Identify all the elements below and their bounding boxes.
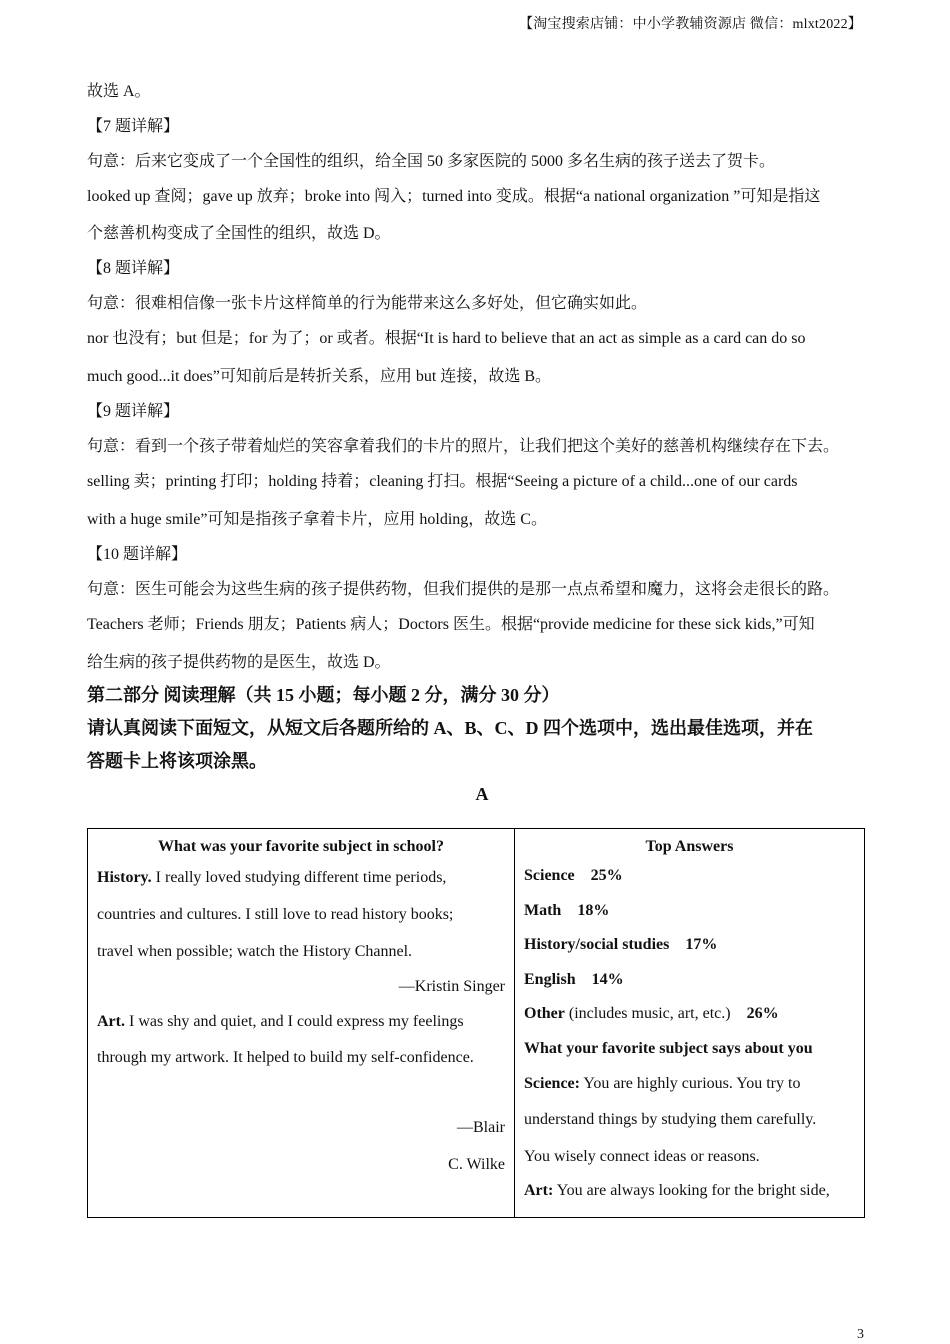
survey-table — [87, 828, 865, 1218]
question-7-meaning: 句意：后来它变成了一个全国性的组织，给全国 50 多家医院的 5000 多名生病的孩子送去了贺卡。 — [87, 153, 776, 170]
question-7-options: looked up 查阅；gave up 放弃；broke into 闯入；turned into 变成。根据“a national organization ”可知是指这 — [87, 188, 821, 205]
history-author: —Kristin Singer — [398, 978, 505, 995]
science-says: Science: You are highly curious. You try to — [524, 1075, 801, 1092]
answer-percent: 26% — [746, 1005, 779, 1022]
question-10-conclusion: 给生病的孩子提供药物的是医生，故选 D。 — [87, 654, 391, 671]
says-title: What your favorite subject says about you — [524, 1039, 813, 1057]
page-number: 3 — [857, 1327, 864, 1342]
science-says-label: Science: — [524, 1075, 580, 1092]
answers-column-header: Top Answers — [645, 838, 734, 855]
question-9-heading: 【9 题详解】 — [87, 403, 180, 420]
question-10-options: Teachers 老师；Friends 朋友；Patients 病人；Doctors 医生。根据“provide medicine for these sick kids,”可知 — [87, 616, 815, 633]
history-quote-line: travel when possible; watch the History Channel. — [97, 943, 413, 960]
answer-row — [524, 894, 855, 929]
question-10-meaning: 句意：医生可能会为这些生病的孩子提供药物，但我们提供的是那一点点希望和魔力，这将会走很长的路。 — [87, 581, 840, 598]
question-9-options: selling 卖；printing 打印；holding 持着；cleaning 打扫。根据“Seeing a picture of a child...one of our cards — [87, 473, 798, 490]
quotes-column — [88, 829, 515, 1218]
answer-row — [524, 963, 855, 998]
answer-percent: 25% — [590, 867, 623, 884]
answer-subject: History/social studies — [524, 936, 670, 953]
answers-column — [515, 829, 865, 1218]
art-says: Art: You are always looking for the bright side, — [524, 1182, 830, 1199]
history-quote-line: countries and cultures. I still love to read history books; — [97, 906, 454, 923]
science-says-line: understand things by studying them carefully. — [524, 1111, 817, 1128]
answer-row: Other (includes music, art, etc.) 26% — [524, 1005, 779, 1022]
art-says-label: Art: — [524, 1182, 554, 1199]
quotes-column-header: What was your favorite subject in school? — [158, 838, 444, 855]
explanation-section — [87, 78, 877, 805]
question-9-conclusion: with a huge smile”可知是指孩子拿着卡片，应用 holding，故选 C。 — [87, 511, 547, 528]
answer-percent: 17% — [685, 936, 718, 953]
question-9-meaning: 句意：看到一个孩子带着灿烂的笑容拿着我们的卡片的照片，让我们把这个美好的慈善机构继续存在下去。 — [87, 438, 840, 455]
history-label: History. — [97, 869, 152, 886]
question-7-conclusion: 个慈善机构变成了全国性的组织，故选 D。 — [87, 225, 391, 242]
history-text: I really loved studying different time periods, — [151, 869, 447, 886]
question-10-heading: 【10 题详解】 — [87, 546, 188, 563]
question-8-options: nor 也没有；but 但是；for 为了；or 或者。根据“It is hard to believe that an act as simple as a card can do so — [87, 330, 806, 347]
answer-row — [524, 928, 855, 963]
section-title: 第二部分 阅读理解（共 15 小题；每小题 2 分，满分 30 分） — [87, 685, 560, 705]
answer-subject: Other — [524, 1005, 565, 1022]
answer-subject: Math — [524, 901, 562, 919]
answer-percent: 18% — [577, 901, 610, 919]
answer-percent: 14% — [591, 970, 624, 988]
art-author-continued: C. Wilke — [448, 1156, 505, 1173]
answer-subject: English — [524, 970, 576, 988]
question-7-heading: 【7 题详解】 — [87, 118, 180, 135]
science-says-line: You wisely connect ideas or reasons. — [524, 1148, 760, 1165]
page-header: 【淘宝搜索店铺：中小学教辅资源店 微信：mlxt2022】 — [519, 17, 862, 32]
answer-row — [524, 859, 855, 894]
art-label: Art. — [97, 1013, 125, 1030]
art-quote-line: through my artwork. It helped to build my self-confidence. — [97, 1049, 474, 1066]
art-text: I was shy and quiet, and I could express my feelings — [124, 1013, 464, 1030]
question-8-conclusion: much good...it does”可知前后是转折关系，应用 but 连接，故选 B。 — [87, 368, 551, 385]
history-quote — [97, 859, 505, 896]
answer-subject: Science — [524, 867, 575, 884]
answer-line: 故选 A。 — [87, 83, 151, 100]
question-8-meaning: 句意：很难相信像一张卡片这样简单的行为能带来这么多好处，但它确实如此。 — [87, 295, 648, 312]
art-quote — [97, 1004, 505, 1039]
passage-label: A — [475, 784, 489, 804]
section-instruction: 请认真阅读下面短文，从短文后各题所给的 A、B、C、D 四个选项中，选出最佳选项，并在 — [87, 718, 813, 738]
art-author: —Blair — [457, 1119, 505, 1136]
question-8-heading: 【8 题详解】 — [87, 260, 180, 277]
section-instruction-continued: 答题卡上将该项涂黑。 — [87, 751, 267, 771]
